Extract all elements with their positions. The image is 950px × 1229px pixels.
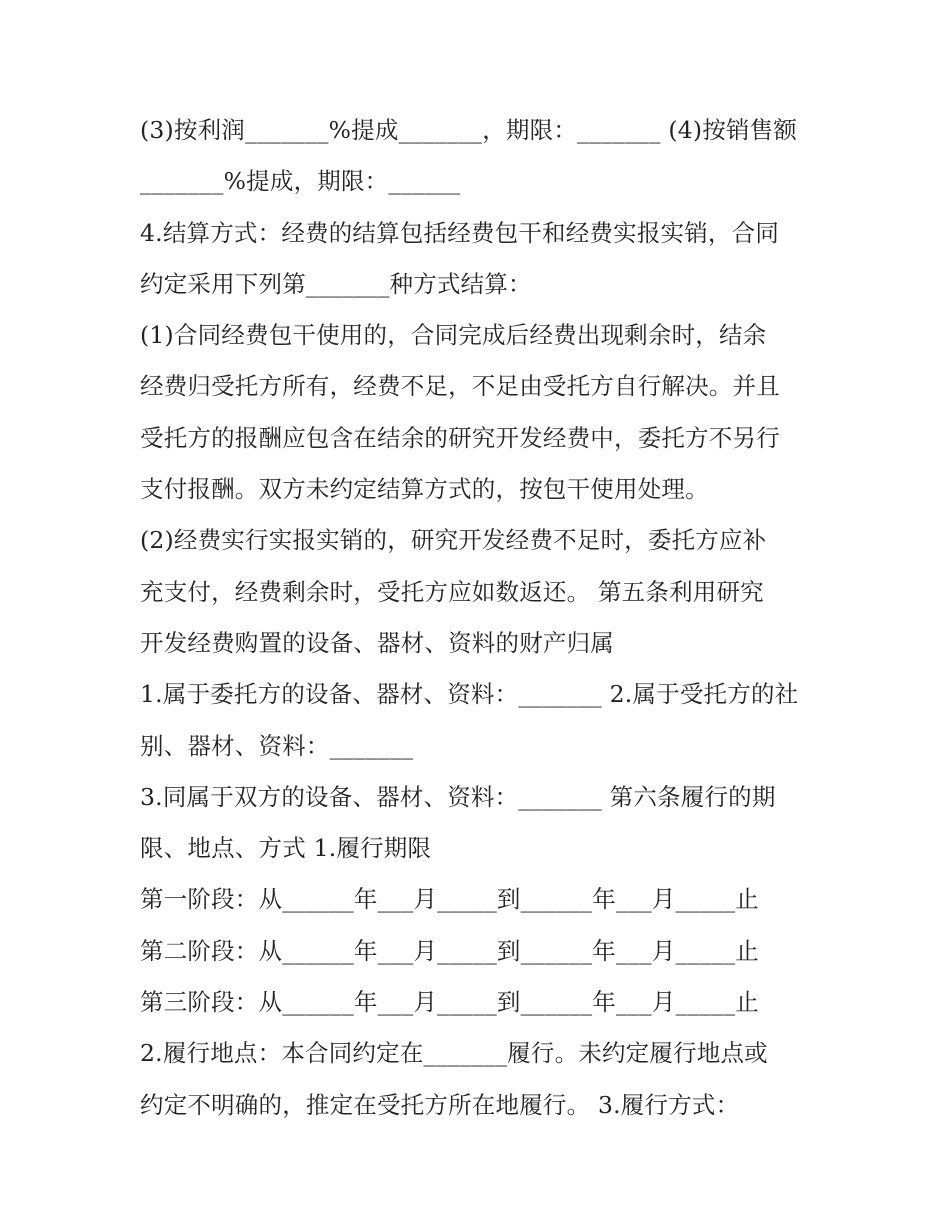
- text-line: 1.属于委托方的设备、器材、资料：_______ 2.属于受托方的社: [140, 680, 799, 709]
- text-line: 约定不明确的，推定在受托方所在地履行。 3.履行方式：: [140, 1090, 740, 1119]
- text-line: 第三阶段：从______年___月_____到______年___月_____止: [140, 988, 759, 1017]
- text-line: 经费归受托方所有，经费不足，不足由受托方自行解决。并且: [140, 372, 780, 401]
- text-line: 3.同属于双方的设备、器材、资料：_______ 第六条履行的期: [140, 782, 776, 811]
- text-line: 别、器材、资料：_______: [140, 731, 414, 760]
- document-body: [140, 105, 820, 1131]
- text-line: 2.履行地点：本合同约定在_______履行。未约定履行地点或: [140, 1039, 768, 1068]
- text-line: (1)合同经费包干使用的，合同完成后经费出现剩余时，结余: [140, 321, 767, 350]
- text-line: 约定采用下列第_______种方式结算：: [140, 269, 532, 298]
- text-line: (3)按利润_______%提成_______，期限：_______ (4)按销售额: [140, 116, 798, 144]
- text-line: 4.结算方式：经费的结算包括经费包干和经费实报实销，合同: [140, 218, 780, 247]
- text-line: 限、地点、方式 1.履行期限: [140, 834, 432, 863]
- text-line: 第一阶段：从______年___月_____到______年___月_____止: [140, 885, 759, 914]
- text-line: (2)经费实行实报实销的，研究开发经费不足时，委托方应补: [140, 526, 767, 555]
- text-line: _______%提成，期限：______: [140, 167, 461, 196]
- text-line: 开发经费购置的设备、器材、资料的财产归属: [140, 628, 614, 657]
- text-line: 第二阶段：从______年___月_____到______年___月_____止: [140, 936, 759, 965]
- text-line: 支付报酬。双方未约定结算方式的，按包干使用处理。: [140, 475, 709, 504]
- text-line: 充支付，经费剩余时，受托方应如数返还。 第五条利用研究: [140, 577, 764, 606]
- text-line: 受托方的报酬应包含在结余的研究开发经费中，委托方不另行: [140, 423, 780, 452]
